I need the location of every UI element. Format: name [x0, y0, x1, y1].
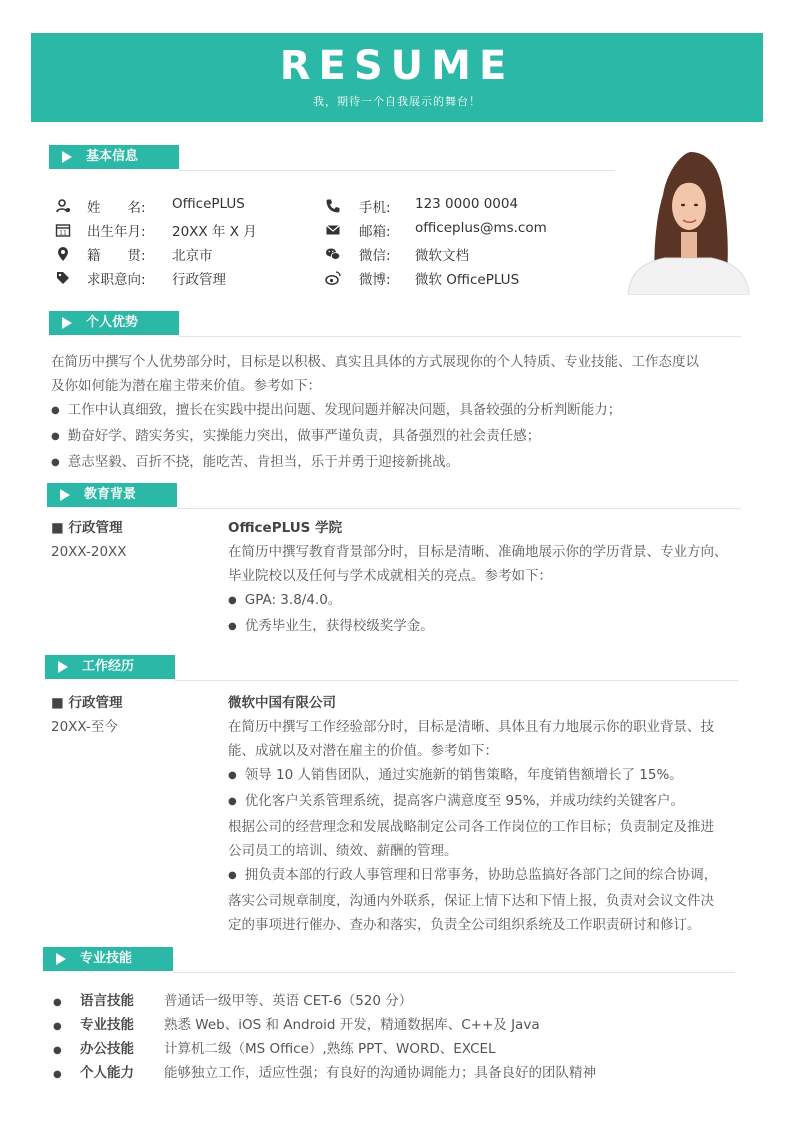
divider [173, 972, 735, 973]
label: 求职意向: [87, 272, 146, 288]
location-pin-icon [55, 246, 71, 262]
list-item: ● 勤奋好学、踏实务实，实操能力突出，做事严谨负责，具备强烈的社会责任感； [51, 424, 741, 450]
divider [179, 170, 615, 171]
section-title: 专业技能 [80, 951, 133, 966]
list-item: ● 领导 10 人销售团队，通过实施新的销售策略，年度销售额增长了 15%。 [228, 763, 738, 789]
label: 籍 贯: [87, 248, 146, 264]
svg-text:11: 11 [59, 229, 67, 237]
section-skills-header [43, 947, 735, 971]
triangle-icon [60, 489, 70, 501]
value: 微软 OfficePLUS [415, 272, 520, 288]
value: 20XX 年 X 月 [172, 224, 257, 240]
list-item: ● 工作中认真细致，擅长在实践中提出问题、发现问题并解决问题，具备较强的分析判断能力； [51, 398, 741, 424]
section-basic-info-header [49, 145, 615, 169]
text-line: 公司员工的培训、绩效、薪酬的管理。 [228, 843, 458, 859]
triangle-icon [56, 953, 66, 965]
mail-icon [325, 222, 341, 238]
skill-value: 能够独立工作，适应性强；有良好的沟通协调能力；具备良好的团队精神 [164, 1065, 596, 1081]
value: 北京市 [172, 248, 213, 264]
label: 微博: [359, 272, 391, 288]
section-title: 教育背景 [84, 487, 137, 502]
skill-row-language [53, 989, 743, 1015]
work-role: ■ 行政管理 [51, 695, 123, 711]
text-line: 定的事项进行催办、查办和落实，负责全公司组织系统及工作职责研讨和修订。 [228, 917, 701, 933]
info-weibo [325, 268, 595, 288]
skill-row-personal [53, 1061, 743, 1087]
value: 微软文档 [415, 248, 469, 264]
strengths-content [51, 350, 741, 476]
info-wechat [325, 244, 595, 264]
bullet-dot-icon: ● [53, 1069, 62, 1080]
skill-row-office [53, 1037, 743, 1063]
person-icon [55, 198, 71, 214]
skill-label: 专业技能 [80, 1017, 134, 1033]
resume-header [31, 33, 763, 122]
work-content [228, 691, 738, 937]
divider [177, 508, 741, 509]
skill-value: 熟悉 Web、iOS 和 Android 开发，精通数据库、C++及 Java [164, 1017, 540, 1033]
skill-label: 个人能力 [80, 1065, 134, 1081]
resume-subtitle: 我，期待一个自我展示的舞台！ [313, 95, 481, 108]
bullet-dot-icon: ● [53, 1045, 62, 1056]
weibo-icon [325, 270, 341, 286]
label: 出生年月: [87, 224, 146, 240]
bullet-dot-icon: ● [53, 1021, 62, 1032]
phone-icon [325, 198, 341, 214]
info-name [55, 196, 315, 216]
info-hometown [55, 244, 315, 264]
section-work-header [45, 655, 738, 679]
section-education-header [47, 483, 741, 507]
label: 邮箱: [359, 224, 391, 240]
label: 姓 名: [87, 200, 146, 216]
text-line: 在简历中撰写教育背景部分时，目标是清晰、准确地展示你的学历背景、专业方向、 [228, 544, 728, 560]
text-line: 根据公司的经营理念和发展战略制定公司各工作岗位的工作目标；负责制定及推进 [228, 819, 714, 835]
section-title: 工作经历 [82, 659, 135, 674]
info-birth [55, 220, 315, 240]
skill-row-professional [53, 1013, 743, 1039]
calendar-icon [55, 222, 71, 238]
resume-title: RESUME [279, 43, 515, 89]
info-phone [325, 196, 595, 216]
work-period: 20XX-至今 [51, 719, 118, 735]
education-period: 20XX-20XX [51, 544, 127, 560]
list-item: ● GPA: 3.8/4.0。 [228, 588, 738, 614]
value: OfficePLUS [172, 196, 245, 212]
education-major: ■ 行政管理 [51, 520, 123, 536]
list-item: ● 优秀毕业生，获得校级奖学金。 [228, 614, 738, 640]
education-content [228, 516, 738, 640]
list-item: ● 意志坚毅、百折不挠，能吃苦、肯担当，乐于并勇于迎接新挑战。 [51, 450, 741, 476]
triangle-icon [58, 661, 68, 673]
text-line: 落实公司规章制度，沟通内外联系，保证上情下达和下情上报，负责对会议文件决 [228, 893, 714, 909]
skill-value: 计算机二级（MS Office）,熟练 PPT、WORD、EXCEL [164, 1041, 496, 1057]
section-strengths-header [49, 311, 741, 335]
info-email [325, 220, 595, 240]
section-title: 基本信息 [86, 149, 139, 164]
value: 行政管理 [172, 272, 226, 288]
list-item: ● 拥负责本部的行政人事管理和日常事务，协助总监搞好各部门之间的综合协调， [228, 863, 738, 889]
skill-value: 普通话一级甲等、英语 CET-6（520 分） [164, 993, 413, 1009]
text-line: 在简历中撰写工作经验部分时，目标是清晰、具体且有力地展示你的职业背景、技 [228, 719, 714, 735]
info-objective [55, 268, 315, 288]
section-title: 个人优势 [86, 315, 139, 330]
company-name: 微软中国有限公司 [228, 695, 336, 711]
skill-label: 办公技能 [80, 1041, 134, 1057]
triangle-icon [62, 317, 72, 329]
divider [175, 680, 738, 681]
divider [179, 336, 741, 337]
school-name: OfficePLUS 学院 [228, 520, 343, 536]
list-item: ● 优化客户关系管理系统，提高客户满意度至 95%，并成功续约关键客户。 [228, 789, 738, 815]
value: officeplus@ms.com [415, 220, 547, 236]
tag-icon [55, 270, 71, 286]
triangle-icon [62, 151, 72, 163]
text-line: 毕业院校以及任何与学术成就相关的亮点。参考如下： [228, 568, 552, 584]
text-line: 在简历中撰写个人优势部分时，目标是以积极、真实且具体的方式展现你的个人特质、专业技能、工作态度以 [51, 354, 699, 370]
bullet-dot-icon: ● [53, 997, 62, 1008]
label: 手机: [359, 200, 391, 216]
profile-photo [625, 150, 751, 295]
skill-label: 语言技能 [80, 993, 134, 1009]
label: 微信: [359, 248, 391, 264]
text-line: 能、成就以及对潜在雇主的价值。参考如下： [228, 743, 498, 759]
text-line: 及你如何能为潜在雇主带来价值。参考如下： [51, 378, 321, 394]
value: 123 0000 0004 [415, 196, 519, 212]
wechat-icon [325, 246, 341, 262]
